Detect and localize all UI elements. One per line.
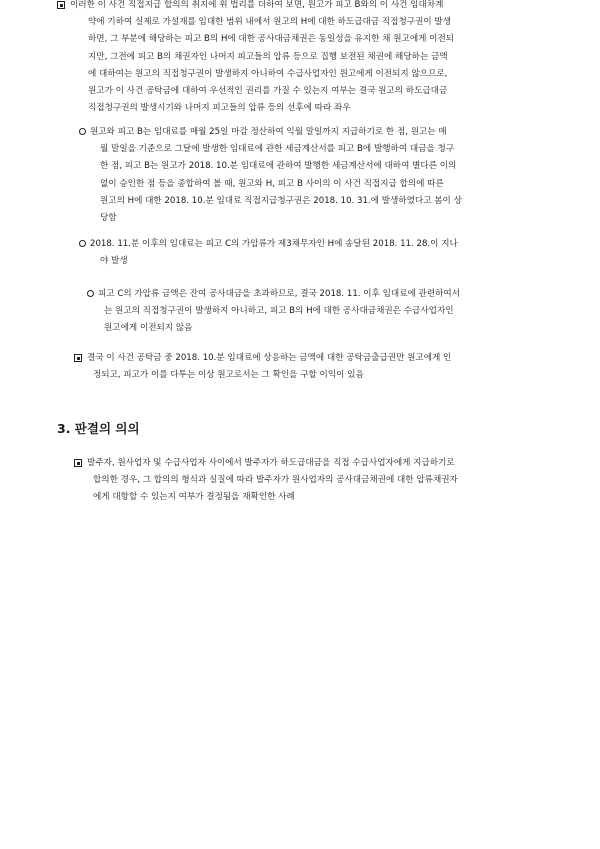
text-line: 원고의 H에 대한 2018. 10.분 임대료 직접지급청구권은 2018. 10. 31.에 발생하였다고 봄이 상 (100, 195, 462, 206)
text-line: 월 말일을 기준으로 그달에 발생한 임대료에 관한 세금계산서를 피고 B에 발행하여 대금을 청구 (100, 144, 455, 155)
paragraph-4 (98, 286, 546, 338)
text-line: 에 대하여는 원고의 직접청구권이 발생하지 아니하여 수급사업자인 원고에게 이전되지 않으므로, (88, 68, 448, 79)
text-line: 하면, 그 부분에 해당하는 피고 B의 H에 대한 공사대금채권은 동일성을 유지한 채 원고에게 이전되 (88, 34, 455, 45)
paragraph-5 (87, 350, 547, 384)
square-bullet-icon (57, 0, 65, 14)
text-line: 는 원고의 직접청구권이 발생하지 아니하고, 피고 B의 H에 대한 공사대금채권은 수급사업자인 (104, 306, 454, 317)
paragraph-1 (70, 0, 548, 117)
text-line: 원고가 이 사건 공탁금에 대하여 우선적인 권리를 가질 수 있는지 여부는 결국 원고의 하도급대금 (88, 86, 448, 97)
paragraph-3 (90, 236, 546, 270)
text-line: 원고와 피고 B는 임대료를 매월 25일 마감 정산하여 익월 말일까지 지급하기로 한 점, 원고는 매 (90, 127, 447, 137)
circle-bullet-icon (87, 286, 94, 303)
square-bullet-icon (74, 455, 82, 472)
text-line: 당함 (100, 213, 117, 224)
text-line: 정되고, 피고가 이를 다투는 이상 원고로서는 그 확인을 구할 이익이 있음 (93, 370, 364, 381)
text-line: 에게 대항할 수 있는지 여부가 결정됨을 재확인한 사례 (93, 492, 295, 503)
text-line: 한 점, 피고 B는 원고가 2018. 10.분 임대료에 관하여 발행한 세금계산서에 대하여 별다른 이의 (100, 161, 457, 172)
text-line: 지만, 그전에 피고 B의 채권자인 나머지 피고들의 압류 등으로 집행 보전된 채권에 해당하는 금액 (88, 51, 448, 62)
text-line: 없이 승인한 점 등을 종합하여 볼 때, 원고와 H, 피고 B 사이의 이 사건 직접지급 합의에 따른 (100, 178, 444, 189)
paragraph-6 (87, 455, 547, 507)
paragraph-2 (90, 124, 546, 227)
text-line: 발주자, 원사업자 및 수급사업자 사이에서 발주자가 하도급대금을 직접 수급사업자에게 지급하기로 (87, 458, 455, 468)
section-heading: 3. 판결의 의의 (57, 421, 140, 436)
text-line: 직접청구권의 발생시기와 나머지 피고들의 압류 등의 선후에 따라 좌우 (88, 103, 351, 114)
text-line: 약에 기하여 실제로 가설재를 임대한 범위 내에서 원고의 H에 대한 하도급대금 직접청구권이 발생 (88, 17, 452, 28)
text-line: 야 발생 (100, 256, 128, 267)
circle-bullet-icon (79, 124, 86, 141)
text-line: 합의한 경우, 그 합의의 형식과 실질에 따라 발주자가 원사업자의 공사대금채권에 대한 압류채권자 (93, 475, 458, 486)
text-line: 이러한 이 사건 직접지급 합의의 취지에 위 법리를 더하여 보면, 원고가 피고 B와의 이 사건 임대차계 (70, 0, 444, 10)
text-line: 2018. 11.분 이후의 임대료는 피고 C의 가압류가 제3채무자인 H에 송달된 2018. 11. 28.이 지나 (90, 239, 458, 249)
text-line: 피고 C의 가압류 금액은 잔여 공사대금을 초과하므로, 결국 2018. 11. 이후 임대료에 관련하여서 (98, 289, 461, 299)
square-bullet-icon (74, 350, 82, 367)
text-line: 원고에게 이전되지 않음 (104, 323, 193, 334)
circle-bullet-icon (79, 236, 86, 253)
text-line: 결국 이 사건 공탁금 중 2018. 10.분 임대료에 상응하는 금액에 대한 공탁금출급권만 원고에게 인 (87, 353, 452, 363)
